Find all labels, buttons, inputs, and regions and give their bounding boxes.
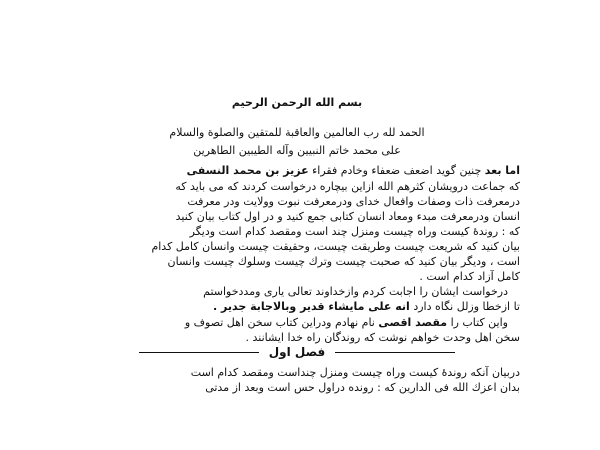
doxology-line-2: على محمد خاتم النبيين وآله الطيبين الطاهرين [193,144,401,157]
request-line-2-bold: انه على مايشاء قدير وبالاجابة جدير . [213,300,410,313]
intro-line-5: بيان كنيد كه شريعت چيست وطريقت چيست، وحقيقت چيست وانسان كامل كدام [151,240,520,253]
author-name: عزيز بن محمد النسفی [186,164,309,177]
section-heading-label: فصل اول [268,345,326,359]
request-line-3 [74,316,508,330]
request-line-3-rest: نام نهادم ودراين كتاب سخن اهل تصوف و [184,316,375,329]
basmala: بسم الله الرحمن الرحيم [231,96,363,109]
intro-lead-rest: چنين گويد اضعف ضعفاء وخادم فقراء [312,164,482,177]
heading-rule-right [335,352,455,353]
heading-rule-left [139,352,259,353]
request-line-2 [74,300,520,314]
intro-lead: اما بعد [484,164,520,177]
section-heading [74,344,520,360]
section-body-line-2: بدان اعزك الله فی الدارين كه : رونده دراول حس است وبعد از مدتی [205,381,520,394]
request-line-4: سخن اهل وحدت خواهم نوشت كه روندگان راه خدا ايشانند . [245,331,520,344]
intro-line-6: است ، وديگر بيان كنيد كه صحبت چيست وترك چيست وسلوك چيست وانسان [167,255,520,268]
request-line-1: درخواست ايشان را اجابت كردم وازخداوند تعالی ياری ومددخواستم [203,285,508,298]
intro-line-3: انسان ودرمعرفت مبدء ومعاد انسان كتابی جمع كنيد و در اول كتاب بيان كنيد [175,210,520,223]
request-line-3-start: واين كتاب را [450,316,508,329]
request-line-2-start: تا ازخطا وزلل نگاه دارد [413,300,520,313]
section-body-line-1: دربيان آنكه روندهٔ كيست وراه چيست ومنزل چنداست ومقصد كدام است [190,366,520,379]
intro-line-4: كه : روندهٔ كيست وراه چيست ومنزل چند است ومقصد كدام است وديگر [189,225,520,238]
intro-line-7: كامل آزاد كدام است . [419,270,520,283]
intro-first-line [74,164,520,178]
doxology-line-1: الحمد لله رب العالمين والعاقبة للمتقين والصلوة والسلام [169,126,425,139]
intro-line-2: درمعرفت ذات وصفات وافعال خدای ودرمعرفت نبوت وولايت ودر معرفت [187,195,520,208]
book-title: مقصد اقصى [378,316,448,329]
intro-line-1: كه جماعت درويشان كثرهم الله ازاين بيچاره درخواست كردند كه می بايد كه [175,180,520,193]
